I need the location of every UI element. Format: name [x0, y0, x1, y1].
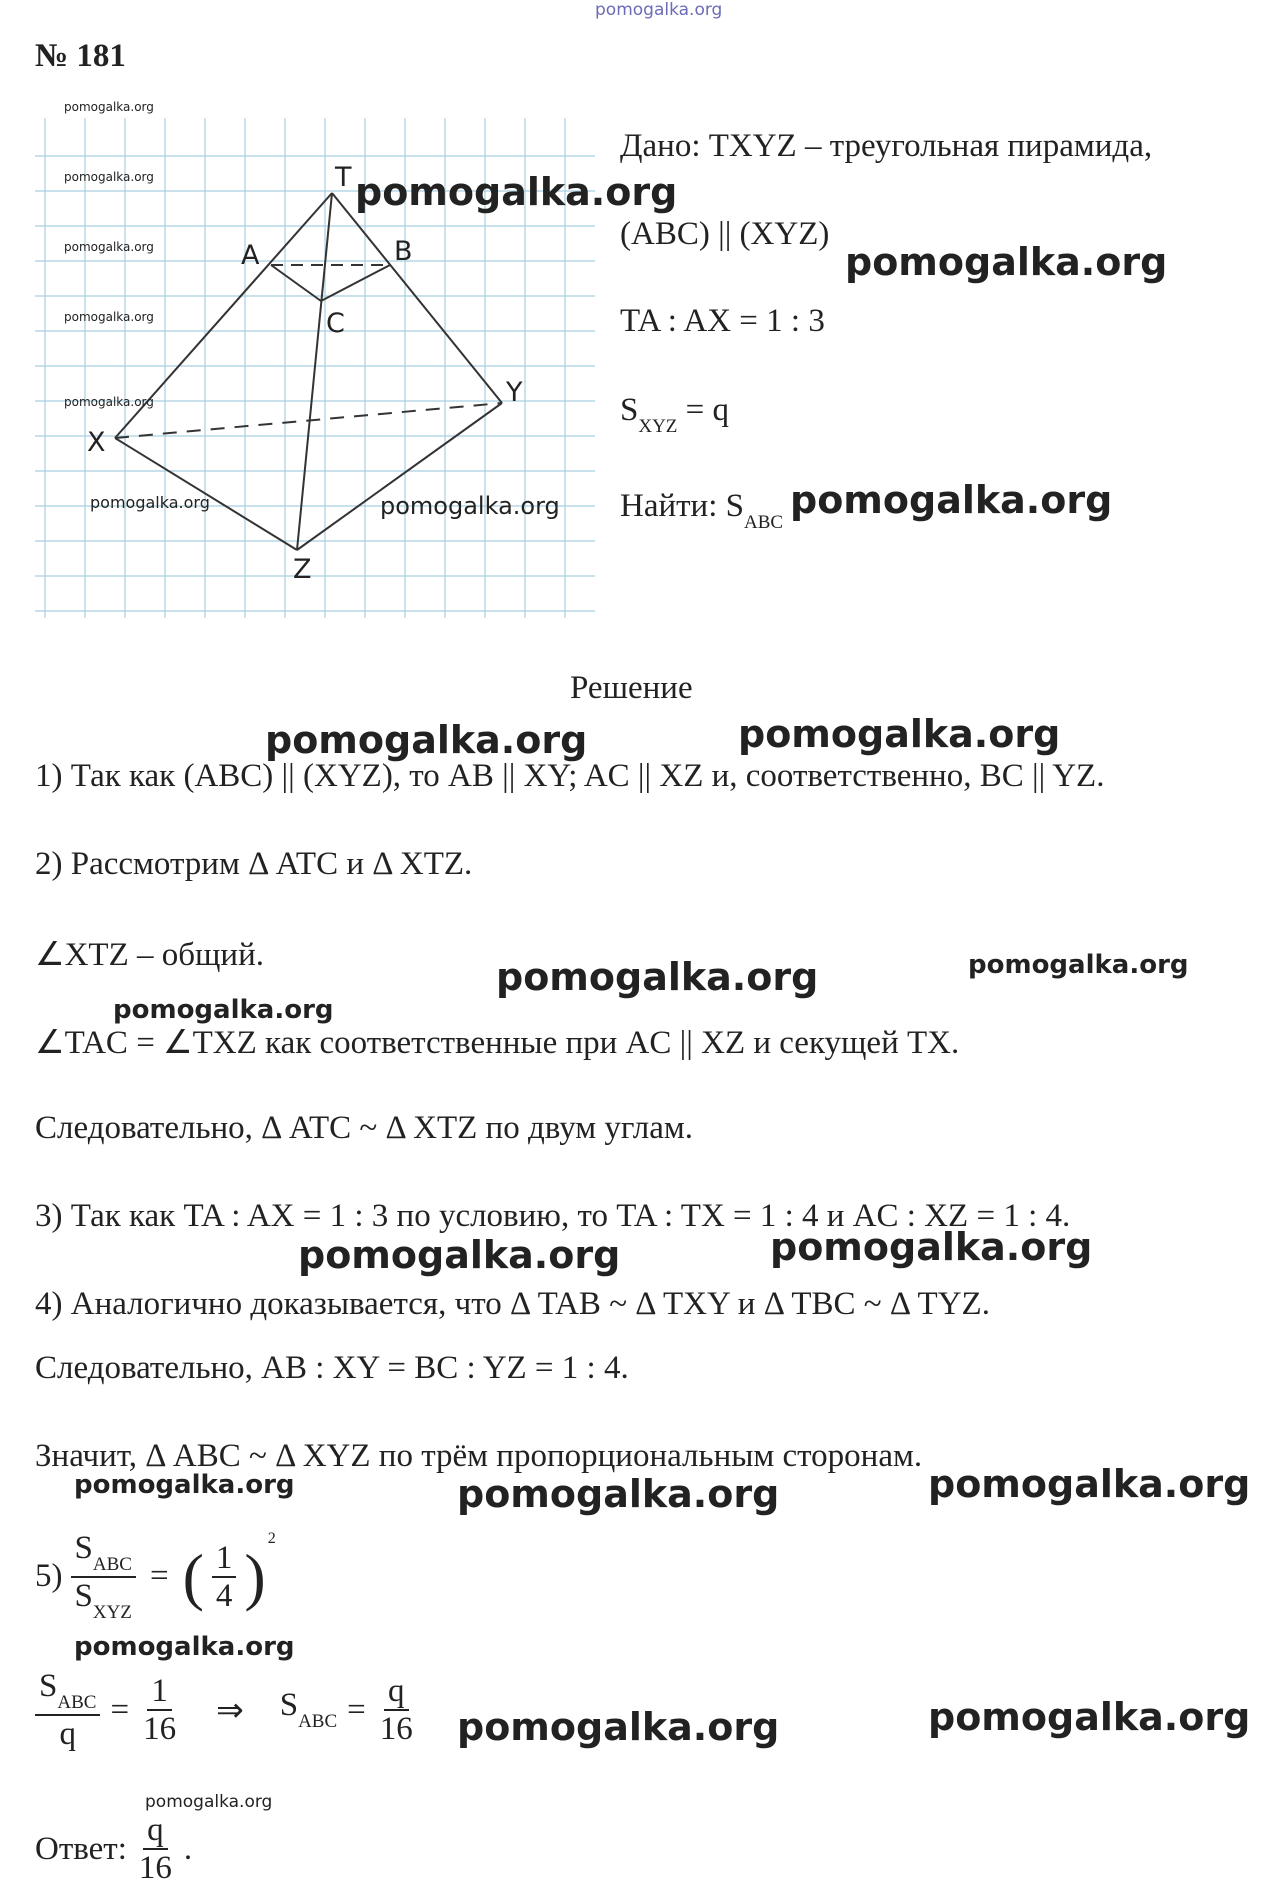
watermark: pomogalka.org [968, 950, 1189, 980]
denominator: 16 [138, 1850, 172, 1887]
find-line [620, 488, 783, 534]
area-subscript: ABC [57, 1692, 97, 1713]
similarity-2: Значит, Δ ABC ~ Δ XYZ по трём пропорциональным сторонам. [35, 1438, 923, 1474]
given-line-1: Дано: TXYZ – треугольная пирамида, [620, 128, 1153, 164]
one-quarter-fraction [212, 1540, 237, 1615]
step-4: 4) Аналогично доказывается, что Δ TAB ~ Δ TXY и Δ TBC ~ Δ TYZ. [35, 1286, 990, 1322]
step-1: 1) Так как (ABC) || (XYZ), то AB || XY; AC || XZ и, соответственно, BC || YZ. [35, 758, 1105, 794]
watermark: pomogalka.org [928, 1695, 1251, 1739]
area-symbol: S [74, 1530, 93, 1566]
denominator: 4 [215, 1577, 233, 1614]
area-over-q-fraction [35, 1668, 100, 1752]
area-symbol: S [39, 1668, 58, 1704]
vertex-z-label: Z [293, 554, 312, 585]
area-subscript: XYZ [638, 416, 678, 437]
exponent: 2 [267, 1530, 276, 1547]
watermark: pomogalka.org [457, 1472, 780, 1516]
watermark: pomogalka.org [355, 170, 678, 214]
denominator: q [59, 1715, 76, 1752]
q-over-16-fraction [376, 1673, 417, 1748]
watermark: pomogalka.org [64, 310, 154, 324]
numerator: 1 [147, 1673, 172, 1711]
vertex-x-label: X [87, 427, 106, 458]
watermark: pomogalka.org [845, 240, 1168, 284]
denominator: 16 [379, 1711, 413, 1748]
step-3: 3) Так как TA : AX = 1 : 3 по условию, то TA : TX = 1 : 4 и AC : XZ = 1 : 4. [35, 1198, 1071, 1234]
watermark: pomogalka.org [113, 995, 334, 1025]
numerator: q [384, 1673, 409, 1711]
area-subscript: ABC [298, 1711, 338, 1733]
watermark: pomogalka.org [74, 1632, 295, 1662]
vertex-c-label: C [326, 308, 345, 339]
numerator: q [143, 1812, 168, 1850]
top-watermark: pomogalka.org [595, 0, 723, 20]
watermark: pomogalka.org [265, 718, 588, 762]
find-subscript: ABC [744, 512, 784, 533]
equals-sign: = [110, 1691, 130, 1728]
one-sixteenth-fraction [139, 1673, 180, 1748]
problem-number: № 181 [35, 38, 126, 74]
watermark: pomogalka.org [90, 493, 210, 512]
watermark: pomogalka.org [770, 1225, 1093, 1269]
given-line-2: (ABC) || (XYZ) [620, 216, 830, 252]
watermark: pomogalka.org [64, 240, 154, 254]
implies-arrow: ⇒ [216, 1693, 244, 1730]
numerator: 1 [212, 1540, 237, 1578]
watermark: pomogalka.org [64, 100, 154, 114]
area-subscript: XYZ [92, 1601, 132, 1623]
step-2: 2) Рассмотрим Δ ATC и Δ XTZ. [35, 846, 473, 882]
given-line-3: TA : AX = 1 : 3 [620, 303, 825, 339]
denominator: 16 [143, 1711, 177, 1748]
answer-period: . [183, 1830, 193, 1867]
vertex-a-label: A [241, 240, 260, 271]
step-5-equation: 5) $\frac{S_{ABC}}{S_{XYZ}}$ = ( $\frac{1}{4}$ ) 2 [35, 1530, 276, 1623]
watermark: pomogalka.org [496, 955, 819, 999]
watermark: pomogalka.org [738, 712, 1061, 756]
equals-sign: = [347, 1691, 366, 1728]
answer [35, 1812, 192, 1887]
area-symbol: S [279, 1687, 299, 1724]
answer-fraction [135, 1812, 176, 1887]
watermark: pomogalka.org [64, 395, 154, 409]
area-subscript: ABC [92, 1554, 132, 1575]
vertex-y-label: Y [506, 377, 523, 408]
watermark: pomogalka.org [145, 1792, 273, 1812]
watermark: pomogalka.org [380, 492, 560, 520]
similarity-1: Следовательно, Δ ATC ~ Δ XTZ по двум углам. [35, 1110, 694, 1146]
vertex-b-label: B [394, 236, 413, 267]
area-value: = q [677, 392, 730, 428]
find-label: Найти: S [620, 488, 744, 524]
result-equation [35, 1668, 417, 1752]
vertex-t-label: T [335, 162, 352, 193]
watermark: pomogalka.org [74, 1470, 295, 1500]
area-ratio-fraction [71, 1530, 136, 1624]
given-area-xyz [620, 392, 729, 438]
step-5-label: 5) [35, 1558, 63, 1595]
watermark: pomogalka.org [790, 478, 1113, 522]
watermark: pomogalka.org [457, 1705, 780, 1749]
solution-heading: Решение [570, 670, 693, 706]
answer-label: Ответ: [35, 1830, 127, 1867]
area-symbol: S [74, 1577, 93, 1614]
area-symbol: S [620, 392, 639, 428]
equals-sign: = [149, 1558, 169, 1595]
watermark: pomogalka.org [298, 1233, 621, 1277]
common-angle: ∠XTZ – общий. [35, 937, 265, 973]
corresponding-angles: ∠TAC = ∠TXZ как соответственные при AC || XZ и секущей TX. [35, 1025, 960, 1061]
watermark: pomogalka.org [928, 1462, 1251, 1506]
watermark: pomogalka.org [64, 170, 154, 184]
ratio-line: Следовательно, AB : XY = BC : YZ = 1 : 4. [35, 1350, 629, 1386]
